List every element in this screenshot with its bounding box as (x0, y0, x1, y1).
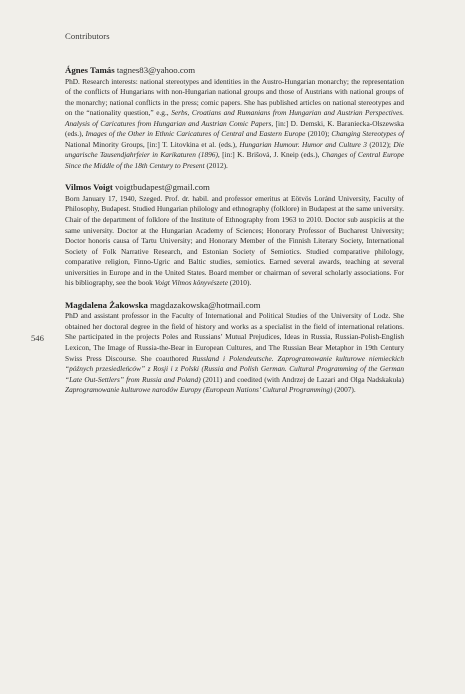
contributor-bio (65, 77, 404, 172)
contributor-heading (65, 65, 404, 77)
contributor-bio (65, 194, 404, 289)
bio-text-run: Born January 17, 1940, Szeged. Prof. dr. habil. and professor emeritus at Eötvös Loránd University, Faculty of Philosophy, Budapest. Studied Hungarian philology and ethnography (folklore) in Budapest at the same university. Chair of the department of folklore of the Institute of Ethnography from 1963 to 2010. Doctor sub auspiciis at the same university. Doctor at the Hungarian Academy of Sciences; Honorary Professor of Bucharest University; Doctor honoris causa of Tartu University; and Honorary Member of the Finnish Literary Society, International Society of Folk Narrative Research, and Estonian Society of Semiotics. Studied comparative philology, comparative religion, Finno-Ugric and Baltic studies, semiotics. Earned several awards, teaching at several universities in Europe and in the United States. Board member or chairman of several scholarly associations. For his bibliography, see the book (65, 193, 404, 288)
contributors-list (65, 65, 404, 407)
bio-title-run: Russland i Polendeutsche. Zaprogramowanie kulturowe niemieckich “późnych przesiedleńców” z Rosji i z Polski (Russia and Polish German. Cultural Programming of the German “Late Out-Settlers” from Russia and Poland) (65, 353, 404, 384)
bio-text-run: (2010); (305, 129, 332, 139)
contributor-entry (65, 182, 404, 288)
contributor-email: tagnes83@yahoo.com (116, 65, 196, 75)
bio-text-run: , [in:] K. Brišová, J. Kneip (eds.), (217, 150, 322, 160)
contributor-entry (65, 65, 404, 171)
bio-text-run: (2010). (227, 278, 252, 288)
bio-title-run: Die ungarische Tausendjahrfeier in Karikaturen (1896) (65, 139, 404, 160)
contributor-heading (65, 300, 404, 312)
contributor-bio (65, 311, 404, 395)
contributor-email: magdazakowska@hotmail.com (150, 299, 261, 310)
page-number: 546 (31, 333, 44, 343)
bio-text-run: PhD and assistant professor in the Faculty of International and Political Studies of the University of Lodz. She obtained her doctoral degree in the field of history and works as a specialist in the field of international relations. She participated in the projects Poles and Russians’ Mutual Prejudices, Ideas in Russia, Russian-Polish-English Lexicon, The Image of Russia-the-Bear in European Cultures, and The Russian Bear Metaphor in 19th Century Swiss Press Discourse. She coauthored (65, 311, 404, 363)
bio-title-run: Serbs, Croatians and Rumanians from Hungarian and Austrian Perspectives. Analysis of Caricatures from Hungarian and Austrian Comic Papers (65, 108, 404, 128)
contributor-email: voigtbudapest@gmail.com (115, 182, 210, 193)
bio-text-run: (2012). (204, 160, 228, 170)
bio-title-run: Changing Stereotypes of (331, 129, 404, 139)
bio-title-run: Images of the Other in Ethnic Caricatures of Central and Eastern Europe (85, 129, 306, 139)
contributor-name: Vilmos Voigt (65, 182, 113, 193)
bio-text-run: PhD. Research interests: national stereotypes and identities in the Austro-Hungarian monarchy; the representation of the conflicts of Hungarians with non-Hungarian national groups and those of Austrians with national groups of the monarchy; national conflicts in the press; comic papers. She has published articles on national stereotypes and on the “nationality question,” e.g., (65, 76, 404, 118)
bio-text-run: (2007). (332, 385, 356, 395)
bio-text-run: National Minority Groups, [in:] T. Litovkina et al. (eds.), (65, 139, 240, 149)
bio-title-run: Voigt Vilmos könyvészete (154, 278, 228, 288)
running-head: Contributors (65, 31, 110, 41)
bio-title-run: Zaprogramowanie kulturowe narodów Europy (European Nations’ Cultural Programming) (65, 385, 333, 395)
contributor-heading (65, 182, 404, 194)
bio-title-run: Changes of Central Europe Since the Middle of the 18th Century to Present (65, 150, 404, 170)
bio-title-run: Hungarian Humour. Humor and Culture 3 (239, 139, 367, 149)
bio-text-run: (2012); (366, 139, 394, 149)
bio-text-run: , [in:] D. Demski, K. Baraniecka-Olszewska (eds.), (65, 118, 405, 139)
contributor-name: Magdalena Żakowska (65, 299, 148, 310)
contributor-entry (65, 300, 404, 396)
bio-text-run: (2011) and coedited (with Andrzej de Lazari and Olga Nadskakuła) (200, 374, 404, 384)
contributor-name: Ágnes Tamás (65, 65, 115, 75)
